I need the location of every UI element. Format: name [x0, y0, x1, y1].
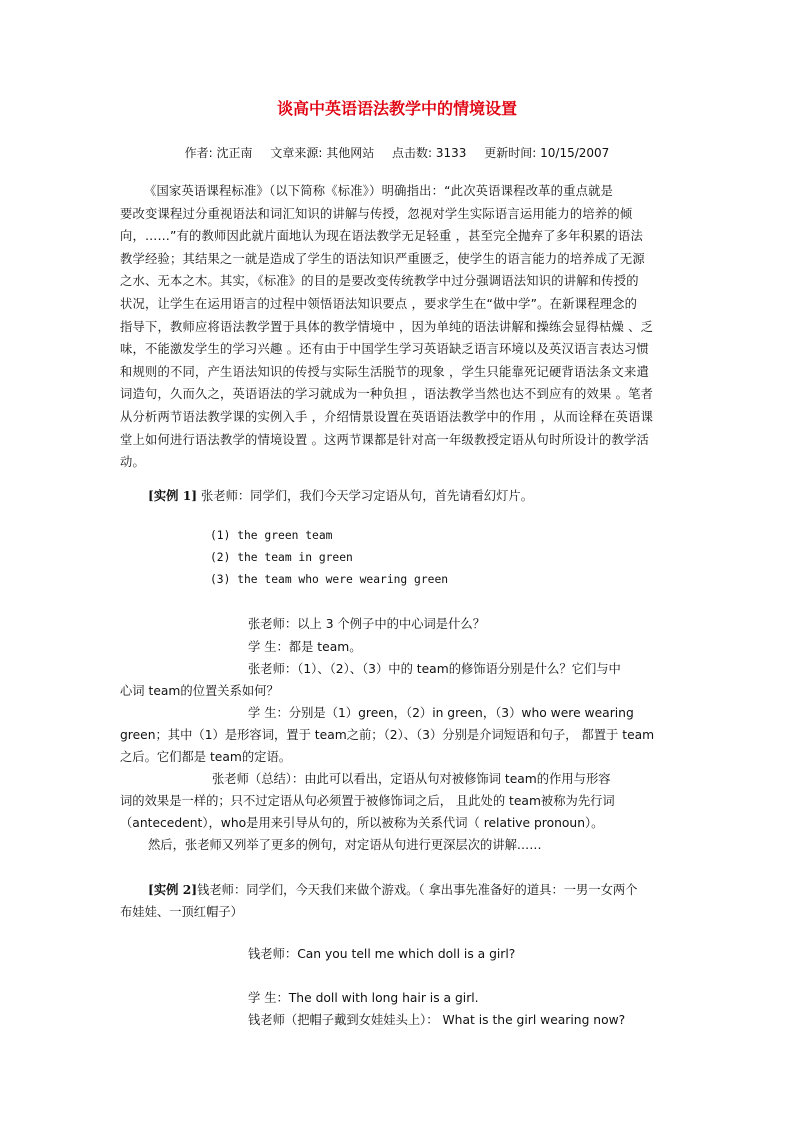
article-meta	[0, 144, 794, 161]
intro-line: 味，不能激发学生的学习兴趣 。还有由于中国学生学习英语缺乏语言环境以及英汉语言表达习惯	[120, 342, 649, 357]
intro-paragraph	[120, 180, 676, 474]
intro-line: 指导下，教师应将语法教学置于具体的教学情境中 ，因为单纯的语法讲解和操练会显得枯燥 、乏	[120, 319, 654, 334]
intro-line: 动。	[120, 455, 145, 470]
intro-line: 向，……”有的教师因此就片面地认为现在语法教学无足轻重 ，甚至完全抛弃了多年积累的语法	[120, 229, 644, 244]
case2-text: 钱老师：同学们，今天我们来做个游戏。（ 拿出事先准备好的道具：一男一女两个	[197, 883, 638, 897]
then-line: 然后，张老师又列举了更多的例句，对定语从句进行更深层次的讲解……	[148, 838, 542, 852]
case1-heading	[148, 486, 533, 504]
case2-heading	[148, 880, 638, 898]
intro-line: 堂上如何进行语法教学的情境设置 。这两节课都是针对高一年级教授定语从句时所设计的教学活	[120, 432, 649, 447]
dialog-line: 张老师：以上 3 个例子中的中心词是什么？	[248, 617, 485, 631]
article-title: 谈高中英语语法教学中的情境设置	[276, 99, 517, 118]
dialog-line: 心词 team的位置关系如何？	[120, 684, 279, 698]
intro-line: 《国家英语课程标准》（以下简称《标准》）明确指出：“此次英语课程改革的重点就是	[144, 184, 614, 198]
dialog-line: 学 生：都是 team。	[248, 640, 362, 654]
summary-line: 词的效果是一样的；只不过定语从句必须置于被修饰词之后， 且此处的 team被称为先行词	[120, 794, 615, 808]
intro-line: 之水、无本之木。其实，《标准》的目的是要改变传统教学中过分强调语法知识的讲解和传授的	[120, 274, 639, 289]
dialog-line: green；其中（1）是形容词，置于 team之前；（2）、（3）分别是介词短语和句子， 都置于 team	[120, 728, 655, 742]
case1-text: 张老师：同学们，我们今天学习定语从句，首先请看幻灯片。	[197, 489, 534, 503]
meta-source: 文章来源: 其他网站	[270, 146, 375, 160]
example-3: (3) the team who were wearing green	[210, 573, 449, 586]
intro-line: 教学经验；其结果之一就是造成了学生的语法知识严重匮乏，使学生的语言能力的培养成了无源	[120, 251, 645, 266]
summary-line: 张老师（总结）：由此可以看出，定语从句对被修饰词 team的作用与形容	[212, 772, 611, 786]
intro-line: 状况，让学生在运用语言的过程中领悟语法知识要点 ，要求学生在“做中学”。在新课程理念的	[120, 296, 638, 311]
summary-line: （antecedent），who是用来引导从句的，所以被称为关系代词（ relative pronoun）。	[120, 816, 604, 830]
case2-label: [实例 2]	[148, 882, 198, 897]
example-2: (2) the team in green	[210, 551, 353, 564]
case2-cont: 布娃娃、一顶红帽子）	[120, 905, 243, 919]
intro-line: 和规则的不同，产生语法知识的传授与实际生活脱节的现象 ，学生只能靠死记硬背语法条文来遣	[120, 364, 649, 379]
intro-line: 从分析两节语法教学课的实例入手 ，介绍情景设置在英语语法教学中的作用 ，从而诠释在英语课	[120, 409, 654, 424]
meta-hits: 点击数: 3133	[392, 146, 467, 160]
example-1: (1) the green team	[210, 529, 333, 542]
dialog-line: 钱老师（把帽子戴到女娃娃头上）： What is the girl wearing now?	[248, 1013, 626, 1027]
intro-line: 要改变课程过分重视语法和词汇知识的讲解与传授，忽视对学生实际语言运用能力的培养的倾	[120, 206, 633, 221]
case1-label: [实例 1]	[148, 488, 198, 503]
meta-author: 作者: 沈正南	[184, 146, 253, 160]
dialog-line: 学 生：分别是（1）green，（2）in green，（3）who were wearing	[248, 706, 634, 720]
meta-updated: 更新时间: 10/15/2007	[484, 146, 610, 160]
dialog-line: 之后。它们都是 team的定语。	[120, 750, 292, 764]
dialog-line: 学 生：The doll with long hair is a girl.	[248, 991, 479, 1005]
intro-line: 词造句，久而久之，英语语法的学习就成为一种负担 ，语法教学当然也达不到应有的效果 。笔者	[120, 387, 654, 402]
dialog-line: 张老师：（1）、（2）、（3）中的 team的修饰语分别是什么？它们与中	[248, 662, 621, 676]
dialog-line: 钱老师：Can you tell me which doll is a girl?	[248, 947, 516, 961]
